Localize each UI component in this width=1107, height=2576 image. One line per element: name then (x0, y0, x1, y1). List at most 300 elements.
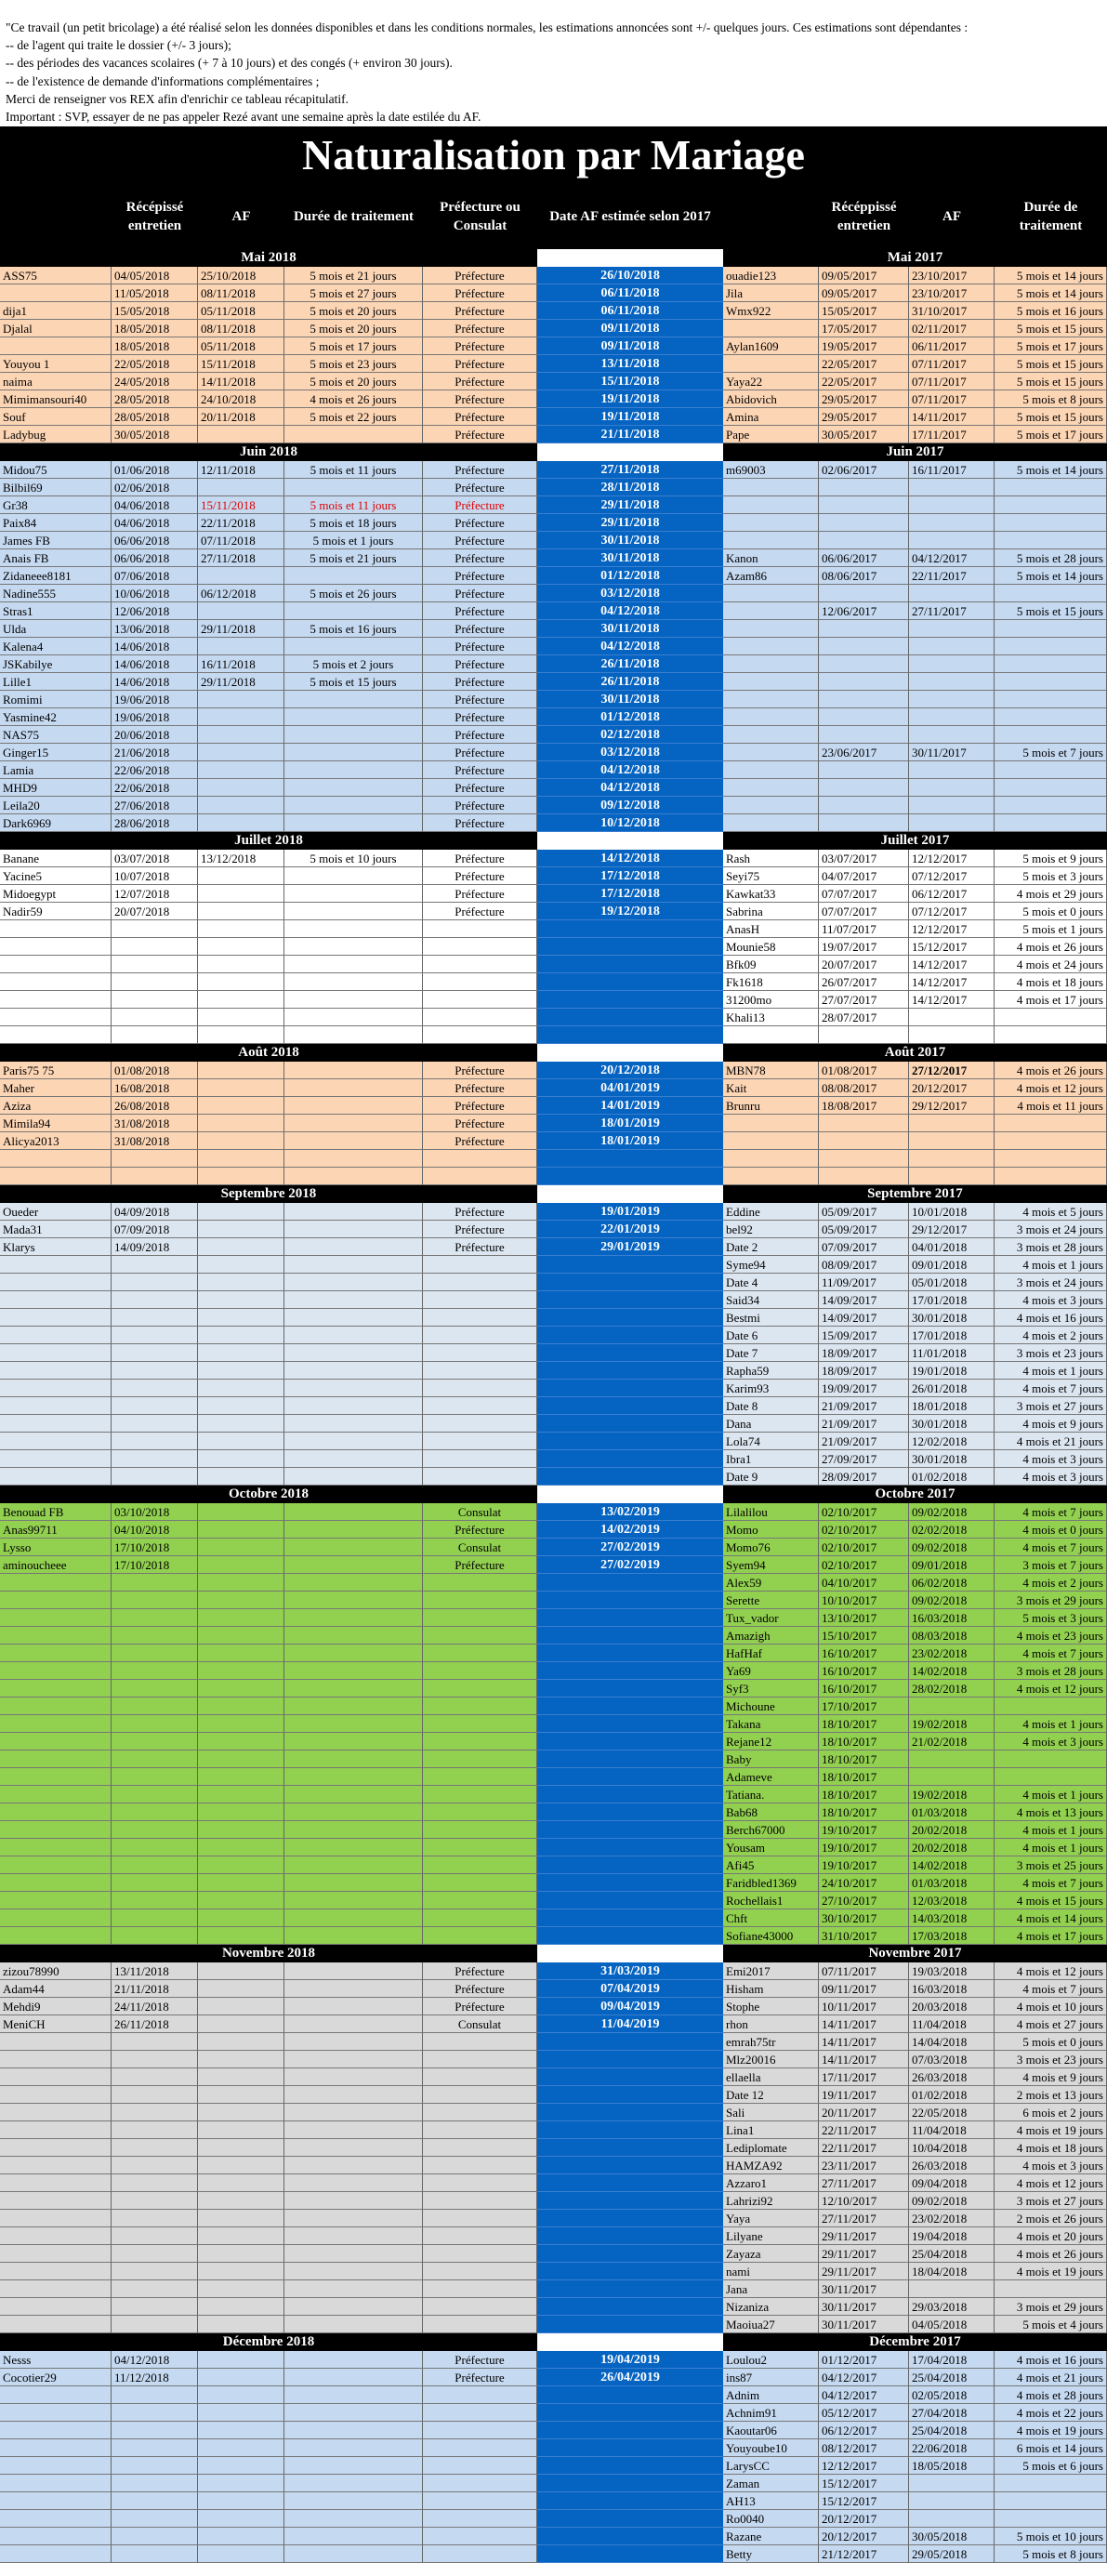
cell-prefecture: Préfecture (423, 514, 537, 532)
cell-estimee: 19/11/2018 (537, 390, 723, 408)
cell-prefecture: Préfecture (423, 302, 537, 320)
cell-prefecture (423, 2316, 537, 2333)
table-row (0, 1980, 1107, 1998)
cell-duree (284, 691, 423, 708)
table-row (0, 2210, 1107, 2227)
cell-recepisse-2017: 27/11/2017 (819, 2210, 909, 2227)
cell-recepisse: 02/06/2018 (112, 479, 198, 496)
cell-recepisse-2017: 07/07/2017 (819, 885, 909, 903)
cell-estimee: 04/12/2018 (537, 761, 723, 779)
cell-duree (284, 1786, 423, 1803)
cell-af (198, 1715, 284, 1733)
cell-name-2017: Lina1 (723, 2121, 819, 2139)
cell-name: Mimimansouri40 (0, 390, 112, 408)
cell-af: 08/11/2018 (198, 320, 284, 337)
cell-duree (284, 1097, 423, 1115)
cell-af (198, 920, 284, 938)
cell-recepisse-2017 (819, 761, 909, 779)
cell-prefecture (423, 1397, 537, 1415)
cell-duree (284, 2245, 423, 2263)
cell-duree-2017 (995, 1132, 1107, 1150)
cell-name-2017 (723, 744, 819, 761)
cell-duree (284, 2386, 423, 2404)
cell-estimee: 06/11/2018 (537, 302, 723, 320)
cell-prefecture (423, 2422, 537, 2439)
table-row (0, 1662, 1107, 1680)
cell-af (198, 1274, 284, 1291)
naturalisation-table (0, 126, 1107, 2563)
cell-name-2017: Sofiane43000 (723, 1927, 819, 1945)
cell-name-2017: Pape (723, 426, 819, 443)
cell-af-2017: 25/04/2018 (909, 2422, 995, 2439)
cell-name (0, 2051, 112, 2068)
cell-duree (284, 1415, 423, 1433)
cell-estimee (537, 1803, 723, 1821)
cell-duree: 5 mois et 21 jours (284, 549, 423, 567)
cell-recepisse-2017: 08/12/2017 (819, 2439, 909, 2457)
cell-duree-2017: 3 mois et 23 jours (995, 2051, 1107, 2068)
cell-af (198, 1291, 284, 1309)
cell-duree-2017: 5 mois et 7 jours (995, 744, 1107, 761)
cell-duree (284, 1733, 423, 1750)
cell-recepisse (112, 2492, 198, 2510)
cell-af (198, 1150, 284, 1168)
cell-duree-2017: 5 mois et 14 jours (995, 284, 1107, 302)
cell-af-2017: 09/02/2018 (909, 1503, 995, 1521)
cell-estimee: 30/11/2018 (537, 691, 723, 708)
cell-af (198, 973, 284, 991)
cell-name: Lille1 (0, 673, 112, 691)
cell-duree (284, 1079, 423, 1097)
cell-duree (284, 1909, 423, 1927)
cell-recepisse (112, 2263, 198, 2280)
cell-estimee: 07/04/2019 (537, 1980, 723, 1998)
cell-duree-2017: 3 mois et 24 jours (995, 1274, 1107, 1291)
cell-estimee (537, 1909, 723, 1927)
cell-name-2017 (723, 814, 819, 832)
cell-duree-2017 (995, 2492, 1107, 2510)
cell-name (0, 2245, 112, 2263)
cell-af (198, 1803, 284, 1821)
cell-prefecture (423, 2245, 537, 2263)
table-row (0, 390, 1107, 408)
cell-af-2017: 14/04/2018 (909, 2033, 995, 2051)
month-band-2018: Mai 2018 (0, 249, 537, 267)
cell-af: 29/11/2018 (198, 673, 284, 691)
table-row (0, 797, 1107, 814)
cell-duree (284, 2439, 423, 2457)
cell-name-2017: bel92 (723, 1221, 819, 1238)
cell-name: Adam44 (0, 1980, 112, 1998)
cell-duree: 5 mois et 11 jours (284, 496, 423, 514)
cell-prefecture (423, 2192, 537, 2210)
cell-estimee: 03/12/2018 (537, 744, 723, 761)
cell-duree (284, 1980, 423, 1998)
cell-prefecture (423, 2210, 537, 2227)
table-row (0, 726, 1107, 744)
cell-name (0, 2192, 112, 2210)
cell-name-2017: Date 2 (723, 1238, 819, 1256)
cell-recepisse-2017: 08/09/2017 (819, 1256, 909, 1274)
cell-name-2017: Achnim91 (723, 2404, 819, 2422)
cell-name (0, 1927, 112, 1945)
cell-recepisse-2017 (819, 1132, 909, 1150)
cell-name (0, 1874, 112, 1892)
cell-estimee: 17/12/2018 (537, 867, 723, 885)
cell-af: 25/10/2018 (198, 267, 284, 284)
table-row (0, 1026, 1107, 1044)
cell-duree-2017: 4 mois et 12 jours (995, 2174, 1107, 2192)
cell-prefecture (423, 1874, 537, 1892)
cell-duree-2017: 4 mois et 19 jours (995, 2422, 1107, 2439)
cell-duree-2017 (995, 1750, 1107, 1768)
cell-af (198, 903, 284, 920)
cell-af-2017: 27/04/2018 (909, 2404, 995, 2422)
cell-estimee: 27/11/2018 (537, 461, 723, 479)
cell-af-2017: 01/03/2018 (909, 1874, 995, 1892)
table-row (0, 1909, 1107, 1927)
cell-name: Souf (0, 408, 112, 426)
band-gap (537, 1187, 723, 1203)
cell-name (0, 1733, 112, 1750)
month-band-2018: Novembre 2018 (0, 1945, 537, 1962)
cell-name (0, 1803, 112, 1821)
cell-prefecture: Préfecture (423, 761, 537, 779)
cell-name (0, 2033, 112, 2051)
cell-estimee: 04/01/2019 (537, 1079, 723, 1097)
cell-name (0, 1433, 112, 1450)
cell-recepisse-2017: 20/12/2017 (819, 2510, 909, 2528)
cell-recepisse-2017: 17/05/2017 (819, 320, 909, 337)
cell-af (198, 2245, 284, 2263)
cell-duree (284, 2369, 423, 2386)
table-row (0, 2192, 1107, 2210)
cell-estimee (537, 1009, 723, 1026)
cell-recepisse-2017: 18/09/2017 (819, 1362, 909, 1380)
cell-recepisse (112, 2510, 198, 2528)
cell-af-2017: 29/05/2018 (909, 2545, 995, 2563)
cell-prefecture (423, 973, 537, 991)
band-gap (537, 251, 723, 267)
cell-af-2017: 06/11/2017 (909, 337, 995, 355)
table-row (0, 1415, 1107, 1433)
cell-estimee (537, 1291, 723, 1309)
month-band-2018: Août 2018 (0, 1044, 537, 1062)
cell-recepisse-2017: 19/10/2017 (819, 1821, 909, 1839)
cell-estimee (537, 1256, 723, 1274)
cell-estimee (537, 1450, 723, 1468)
cell-prefecture (423, 1839, 537, 1856)
cell-af (198, 1927, 284, 1945)
cell-name-2017 (723, 532, 819, 549)
cell-recepisse (112, 2475, 198, 2492)
cell-recepisse-2017: 30/10/2017 (819, 1909, 909, 1927)
cell-prefecture: Préfecture (423, 355, 537, 373)
table-row (0, 2404, 1107, 2422)
cell-estimee: 10/12/2018 (537, 814, 723, 832)
cell-prefecture (423, 2280, 537, 2298)
cell-name (0, 1609, 112, 1627)
cell-prefecture (423, 1344, 537, 1362)
cell-estimee (537, 1592, 723, 1609)
table-row (0, 1821, 1107, 1839)
table-row (0, 1609, 1107, 1627)
cell-duree-2017: 4 mois et 19 jours (995, 2121, 1107, 2139)
cell-recepisse-2017: 18/10/2017 (819, 1733, 909, 1750)
cell-name (0, 1856, 112, 1874)
cell-af (198, 1062, 284, 1079)
cell-recepisse-2017: 15/09/2017 (819, 1327, 909, 1344)
cell-estimee: 26/04/2019 (537, 2369, 723, 2386)
table-row (0, 2104, 1107, 2121)
cell-name-2017: Emi2017 (723, 1962, 819, 1980)
cell-name-2017: Chft (723, 1909, 819, 1927)
cell-name: Youyou 1 (0, 355, 112, 373)
cell-estimee (537, 2510, 723, 2528)
band-gap (537, 2335, 723, 2351)
cell-recepisse (112, 2086, 198, 2104)
cell-estimee: 19/12/2018 (537, 903, 723, 920)
cell-name: JSKabilye (0, 655, 112, 673)
cell-name-2017: ins87 (723, 2369, 819, 2386)
table-row (0, 2068, 1107, 2086)
cell-duree-2017: 3 mois et 29 jours (995, 1592, 1107, 1609)
cell-estimee (537, 2298, 723, 2316)
cell-recepisse-2017: 30/11/2017 (819, 2316, 909, 2333)
cell-name-2017: Rapha59 (723, 1362, 819, 1380)
cell-name-2017: Date 6 (723, 1327, 819, 1344)
cell-name-2017: Maoiua27 (723, 2316, 819, 2333)
cell-prefecture (423, 1909, 537, 1927)
cell-name: NAS75 (0, 726, 112, 744)
cell-recepisse (112, 1380, 198, 1397)
cell-af-2017: 14/12/2017 (909, 956, 995, 973)
month-band-2017: Juillet 2017 (723, 832, 1107, 850)
cell-af (198, 2351, 284, 2369)
cell-name (0, 1821, 112, 1839)
cell-recepisse (112, 2386, 198, 2404)
cell-name: Aziza (0, 1097, 112, 1115)
cell-af-2017: 12/03/2018 (909, 1892, 995, 1909)
cell-prefecture (423, 2033, 537, 2051)
cell-af (198, 1733, 284, 1750)
cell-duree-2017 (995, 585, 1107, 602)
cell-duree-2017: 4 mois et 24 jours (995, 956, 1107, 973)
cell-estimee: 14/01/2019 (537, 1097, 723, 1115)
table-row (0, 2086, 1107, 2104)
cell-recepisse-2017: 15/10/2017 (819, 1627, 909, 1645)
cell-duree-2017: 4 mois et 23 jours (995, 1627, 1107, 1645)
cell-duree (284, 1698, 423, 1715)
cell-af (198, 2263, 284, 2280)
header-name-2017 (723, 184, 819, 249)
cell-name: Gr38 (0, 496, 112, 514)
cell-name (0, 1380, 112, 1397)
cell-recepisse-2017: 06/12/2017 (819, 2422, 909, 2439)
cell-name: Dark6969 (0, 814, 112, 832)
cell-duree-2017: 2 mois et 26 jours (995, 2210, 1107, 2227)
cell-name-2017 (723, 320, 819, 337)
cell-prefecture: Préfecture (423, 867, 537, 885)
cell-name: Djalal (0, 320, 112, 337)
cell-recepisse-2017: 08/08/2017 (819, 1079, 909, 1097)
cell-name: Yasmine42 (0, 708, 112, 726)
cell-duree (284, 2192, 423, 2210)
table-row (0, 1221, 1107, 1238)
cell-name (0, 1309, 112, 1327)
table-row (0, 2457, 1107, 2475)
cell-recepisse: 30/05/2018 (112, 426, 198, 443)
table-row (0, 638, 1107, 655)
cell-af (198, 991, 284, 1009)
cell-prefecture (423, 1856, 537, 1874)
cell-af-2017: 07/03/2018 (909, 2051, 995, 2068)
cell-recepisse: 14/06/2018 (112, 638, 198, 655)
cell-af: 05/11/2018 (198, 337, 284, 355)
cell-duree-2017: 5 mois et 10 jours (995, 2528, 1107, 2545)
cell-af (198, 1256, 284, 1274)
table-row (0, 1256, 1107, 1274)
cell-name (0, 2422, 112, 2439)
cell-duree-2017 (995, 638, 1107, 655)
cell-recepisse-2017: 23/11/2017 (819, 2157, 909, 2174)
cell-prefecture (423, 2492, 537, 2510)
cell-duree-2017: 3 mois et 27 jours (995, 1397, 1107, 1415)
cell-recepisse-2017: 17/11/2017 (819, 2068, 909, 2086)
cell-recepisse-2017: 10/10/2017 (819, 1592, 909, 1609)
cell-name-2017: m69003 (723, 461, 819, 479)
table-row (0, 1150, 1107, 1168)
cell-duree (284, 2475, 423, 2492)
cell-recepisse (112, 1733, 198, 1750)
cell-recepisse (112, 1309, 198, 1327)
cell-af-2017: 26/03/2018 (909, 2157, 995, 2174)
cell-af: 07/11/2018 (198, 532, 284, 549)
cell-prefecture (423, 2174, 537, 2192)
intro-line: -- des périodes des vacances scolaires (+ 7 à 10 jours) et des congés (+ environ 30 jours). (6, 56, 453, 71)
cell-duree-2017: 5 mois et 6 jours (995, 2457, 1107, 2475)
cell-name (0, 2210, 112, 2227)
cell-prefecture (423, 1150, 537, 1168)
cell-recepisse-2017 (819, 1115, 909, 1132)
cell-recepisse-2017 (819, 620, 909, 638)
cell-recepisse-2017 (819, 814, 909, 832)
cell-duree-2017: 5 mois et 14 jours (995, 461, 1107, 479)
cell-prefecture: Préfecture (423, 673, 537, 691)
cell-duree-2017 (995, 620, 1107, 638)
cell-name-2017: Aylan1609 (723, 337, 819, 355)
cell-name-2017: Karim93 (723, 1380, 819, 1397)
cell-recepisse-2017: 09/05/2017 (819, 267, 909, 284)
table-row (0, 2051, 1107, 2068)
band-gap (537, 834, 723, 850)
cell-name (0, 1786, 112, 1803)
cell-af-2017: 11/01/2018 (909, 1344, 995, 1362)
cell-af (198, 479, 284, 496)
cell-prefecture: Préfecture (423, 1980, 537, 1998)
cell-af: 15/11/2018 (198, 496, 284, 514)
cell-name (0, 1009, 112, 1026)
cell-recepisse: 04/09/2018 (112, 1203, 198, 1221)
table-title (0, 126, 1107, 184)
header-duree-2017: Durée de traitement (995, 184, 1107, 249)
cell-name: Anas99711 (0, 1521, 112, 1539)
cell-name-2017: Takana (723, 1715, 819, 1733)
cell-duree (284, 2457, 423, 2475)
cell-name: Banane (0, 850, 112, 867)
cell-name-2017: Jana (723, 2280, 819, 2298)
cell-duree-2017: 4 mois et 3 jours (995, 1450, 1107, 1468)
cell-af (198, 1327, 284, 1344)
header-name (0, 184, 112, 249)
cell-name (0, 1450, 112, 1468)
table-row (0, 408, 1107, 426)
month-band-2018: Juin 2018 (0, 443, 537, 461)
cell-duree (284, 1627, 423, 1645)
cell-duree-2017 (995, 2280, 1107, 2298)
cell-af-2017: 23/02/2018 (909, 1645, 995, 1662)
cell-name (0, 1750, 112, 1768)
header-prefecture: Préfecture ou Consulat (423, 184, 537, 249)
cell-duree-2017 (995, 1768, 1107, 1786)
table-row (0, 1574, 1107, 1592)
cell-duree-2017: 4 mois et 16 jours (995, 1309, 1107, 1327)
cell-duree (284, 1433, 423, 1450)
cell-name (0, 2104, 112, 2121)
cell-name (0, 991, 112, 1009)
cell-prefecture: Préfecture (423, 1132, 537, 1150)
cell-name (0, 2404, 112, 2422)
table-row (0, 991, 1107, 1009)
cell-af (198, 1645, 284, 1662)
cell-af (198, 1768, 284, 1786)
cell-af (198, 1433, 284, 1450)
cell-af (198, 2015, 284, 2033)
cell-prefecture (423, 2263, 537, 2280)
cell-estimee (537, 991, 723, 1009)
cell-duree-2017: 4 mois et 3 jours (995, 1468, 1107, 1486)
cell-prefecture: Préfecture (423, 1962, 537, 1980)
month-band-2017: Septembre 2017 (723, 1185, 1107, 1203)
cell-name (0, 1274, 112, 1291)
cell-name: Ulda (0, 620, 112, 638)
cell-name-2017: Razane (723, 2528, 819, 2545)
cell-estimee: 30/11/2018 (537, 532, 723, 549)
cell-duree (284, 1998, 423, 2015)
cell-estimee (537, 2528, 723, 2545)
cell-recepisse-2017: 19/11/2017 (819, 2086, 909, 2104)
cell-duree-2017 (995, 761, 1107, 779)
cell-af-2017: 01/02/2018 (909, 1468, 995, 1486)
cell-af-2017: 18/05/2018 (909, 2457, 995, 2475)
table-row (0, 1079, 1107, 1097)
cell-af-2017: 19/02/2018 (909, 1715, 995, 1733)
table-row (0, 2510, 1107, 2528)
cell-recepisse-2017: 19/07/2017 (819, 938, 909, 956)
cell-name-2017 (723, 355, 819, 373)
cell-estimee (537, 2174, 723, 2192)
cell-recepisse: 14/09/2018 (112, 1238, 198, 1256)
cell-duree (284, 814, 423, 832)
cell-duree (284, 1009, 423, 1026)
cell-af-2017: 26/01/2018 (909, 1380, 995, 1397)
cell-duree: 5 mois et 20 jours (284, 373, 423, 390)
cell-recepisse-2017: 28/07/2017 (819, 1009, 909, 1026)
cell-estimee: 14/02/2019 (537, 1521, 723, 1539)
cell-af-2017: 14/02/2018 (909, 1662, 995, 1680)
intro-line: Merci de renseigner vos REX afin d'enrichir ce tableau récapitulatif. (6, 91, 349, 106)
cell-duree-2017: 5 mois et 4 jours (995, 2316, 1107, 2333)
